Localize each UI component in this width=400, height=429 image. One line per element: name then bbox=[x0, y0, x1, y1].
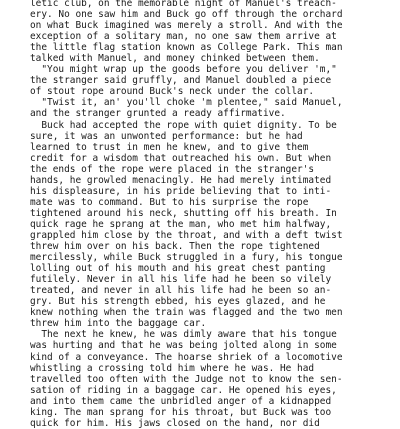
text-line: grappled him close by the throat, and with a deft twist bbox=[30, 229, 343, 241]
text-line: The next he knew, he was dimly aware that his tongue bbox=[30, 329, 337, 341]
text-line: tightened around his neck, shutting off his breath. In bbox=[30, 207, 337, 219]
text-line: the stranger said gruffly, and Manuel doubled a piece bbox=[30, 75, 332, 87]
text-line: learned to trust in men he knew, and to give them bbox=[30, 141, 309, 153]
text-line: on what Buck imagined was merely a stroll. And with the bbox=[30, 20, 343, 32]
text-line: whistling a crossing told him where he was. He had bbox=[30, 362, 315, 374]
text-line: the ends of the rope were placed in the stranger's bbox=[30, 163, 315, 175]
text-line: threw him into the baggage car. bbox=[30, 318, 207, 330]
text-line: and into them came the unbridled anger of a kidnapped bbox=[30, 395, 332, 407]
text-line: exception of a solitary man, no one saw them arrive at bbox=[30, 31, 337, 43]
text-line: was hurting and that he was being jolted along in some bbox=[30, 340, 337, 352]
text-line: sure, it was an unwonted performance: but he had bbox=[30, 130, 303, 142]
text-line: gry. But his strength ebbed, his eyes glazed, and he bbox=[30, 296, 326, 308]
book-page bbox=[30, 0, 372, 429]
text-line: and the stranger grunted a ready affirmative. bbox=[30, 108, 286, 120]
text-line: credit for a wisdom that outreached his own. But when bbox=[30, 152, 332, 164]
text-line: "You might wrap up the goods before you deliver 'm," bbox=[30, 64, 337, 76]
text-line: of stout rope around Buck's neck under the collar. bbox=[30, 86, 315, 98]
text-line: hands, he growled menacingly. He had merely intimated bbox=[30, 174, 332, 186]
text-line: the little flag station known as College Park. This man bbox=[30, 42, 343, 54]
text-line: threw him over on his back. Then the rope tightened bbox=[30, 241, 320, 253]
text-line: kind of a conveyance. The hoarse shriek of a locomotive bbox=[30, 351, 343, 363]
text-line: talked with Manuel, and money chinked between them. bbox=[30, 53, 320, 65]
text-line: quick rage he sprang at the man, who met him halfway, bbox=[30, 218, 332, 230]
text-line: quick for him. His jaws closed on the hand, nor did bbox=[30, 417, 320, 429]
text-line: treated, and never in all his life had he been so an- bbox=[30, 285, 332, 297]
text-line: sation of riding in a baggage car. He opened his eyes, bbox=[30, 384, 337, 396]
text-line: ery. No one saw him and Buck go off through the orchard bbox=[30, 9, 343, 21]
text-line: his displeasure, in his pride believing that to inti- bbox=[30, 185, 332, 197]
text-line: mercilessly, while Buck struggled in a fury, his tongue bbox=[30, 252, 343, 264]
text-line: lolling out of his mouth and his great chest panting bbox=[30, 263, 326, 275]
text-line: Buck had accepted the rope with quiet dignity. To be bbox=[30, 119, 337, 131]
text-line: futilely. Never in all his life had he been so vilely bbox=[30, 274, 332, 286]
text-line: "Twist it, an' you'll choke 'm plentee," said Manuel, bbox=[30, 97, 343, 109]
text-line: travelled too often with the Judge not to know the sen- bbox=[30, 373, 343, 385]
text-line: letic club, on the memorable night of Manuel's treach- bbox=[30, 0, 337, 9]
text-line: knew nothing when the train was flagged and the two men bbox=[30, 307, 343, 319]
text-line: king. The man sprang for his throat, but Buck was too bbox=[30, 406, 332, 418]
text-line: mate was to command. But to his surprise the rope bbox=[30, 196, 309, 208]
